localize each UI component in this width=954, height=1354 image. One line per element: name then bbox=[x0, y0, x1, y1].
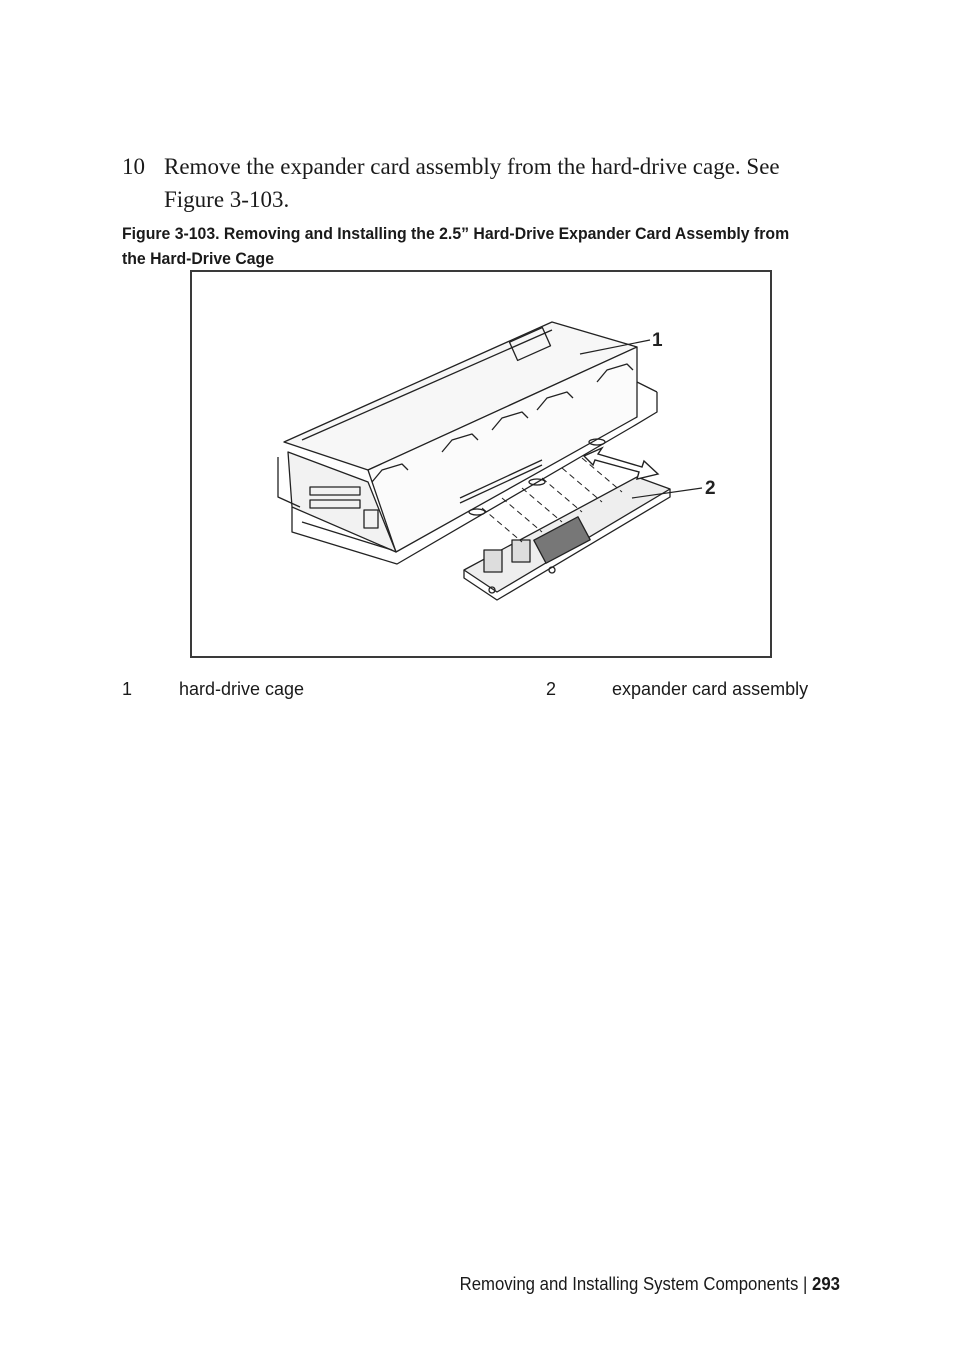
footer-separator: | bbox=[803, 1274, 808, 1294]
legend-2-label: expander card assembly bbox=[612, 679, 809, 699]
page-number: 293 bbox=[812, 1274, 840, 1294]
legend-1-label: hard-drive cage bbox=[179, 679, 305, 699]
expander-card-illustration bbox=[192, 272, 770, 656]
footer-section: Removing and Installing System Components bbox=[459, 1274, 799, 1294]
step-number: 10 bbox=[122, 154, 145, 179]
page-footer bbox=[460, 1271, 840, 1297]
callout-2: 2 bbox=[705, 478, 716, 499]
legend-1-number: 1 bbox=[122, 679, 133, 699]
figure-frame bbox=[190, 270, 772, 658]
callout-1: 1 bbox=[652, 330, 663, 351]
legend-2-number: 2 bbox=[546, 679, 557, 699]
step-10 bbox=[122, 150, 822, 216]
step-text: Remove the expander card assembly from the hard-drive cage. See Figure 3-103. bbox=[164, 154, 780, 212]
figure-caption: Figure 3-103. Removing and Installing the 2.5” Hard-Drive Expander Card Assembly from the Hard-Drive Cage bbox=[122, 224, 790, 268]
